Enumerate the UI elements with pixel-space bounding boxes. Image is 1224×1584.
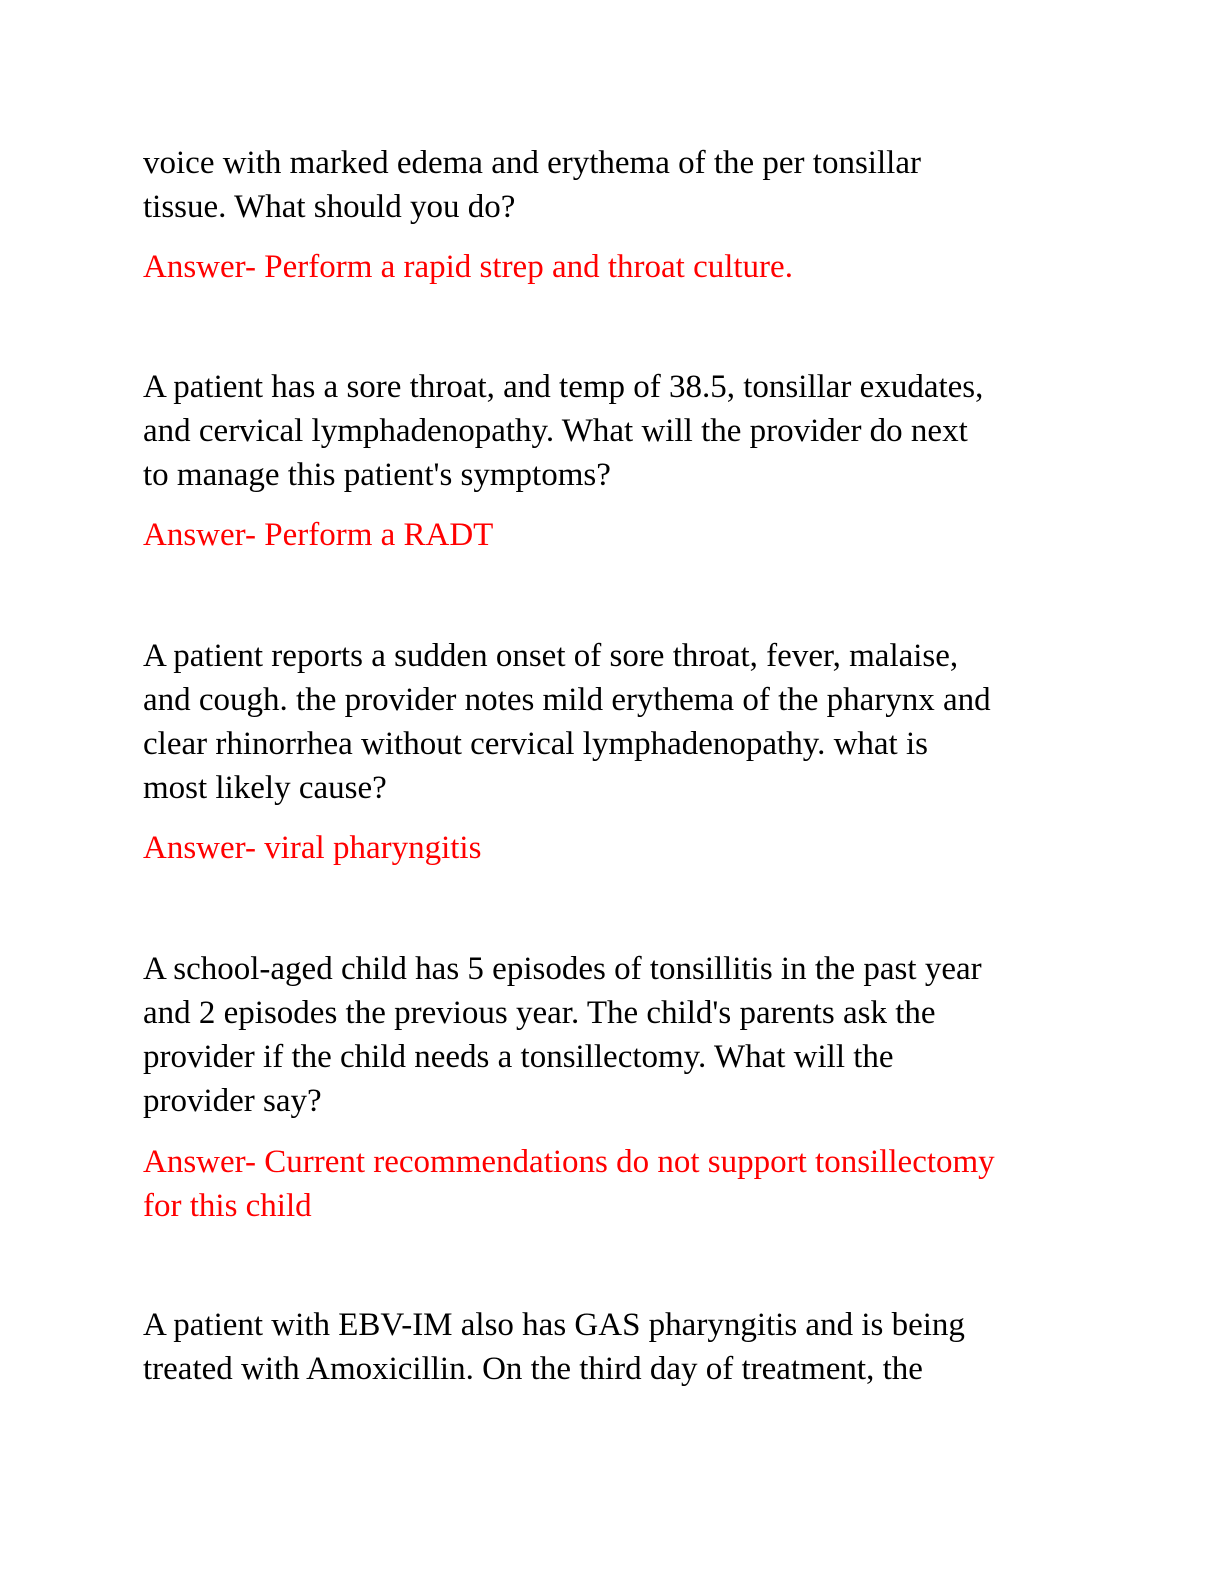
question-5-line-1: A patient with EBV-IM also has GAS pharyngitis and is being: [143, 1307, 965, 1343]
question-2-line-1: A patient has a sore throat, and temp of 38.5, tonsillar exudates,: [143, 369, 984, 405]
question-2-line-3: to manage this patient's symptoms?: [143, 457, 611, 493]
answer-2-line-1: Answer- Perform a RADT: [143, 517, 494, 553]
question-3-line-3: clear rhinorrhea without cervical lymphadenopathy. what is: [143, 726, 928, 762]
answer-4-line-2: for this child: [143, 1188, 312, 1224]
question-3-line-1: A patient reports a sudden onset of sore throat, fever, malaise,: [143, 638, 959, 674]
question-4-line-2: and 2 episodes the previous year. The child's parents ask the: [143, 995, 936, 1031]
question-3-line-4: most likely cause?: [143, 770, 387, 806]
question-4-line-3: provider if the child needs a tonsillectomy. What will the: [143, 1039, 894, 1075]
answer-4-line-1: Answer- Current recommendations do not support tonsillectomy: [143, 1144, 995, 1180]
question-4-line-4: provider say?: [143, 1083, 322, 1119]
answer-1-line-1: Answer- Perform a rapid strep and throat culture.: [143, 249, 793, 285]
question-5-line-2: treated with Amoxicillin. On the third day of treatment, the: [143, 1351, 923, 1387]
question-3-line-2: and cough. the provider notes mild erythema of the pharynx and: [143, 682, 991, 718]
answer-3-line-1: Answer- viral pharyngitis: [143, 830, 482, 866]
question-1-line-2: tissue. What should you do?: [143, 189, 516, 225]
question-2-line-2: and cervical lymphadenopathy. What will the provider do next: [143, 413, 968, 449]
question-1-line-1: voice with marked edema and erythema of the per tonsillar: [143, 145, 921, 181]
question-4-line-1: A school-aged child has 5 episodes of tonsillitis in the past year: [143, 951, 982, 987]
